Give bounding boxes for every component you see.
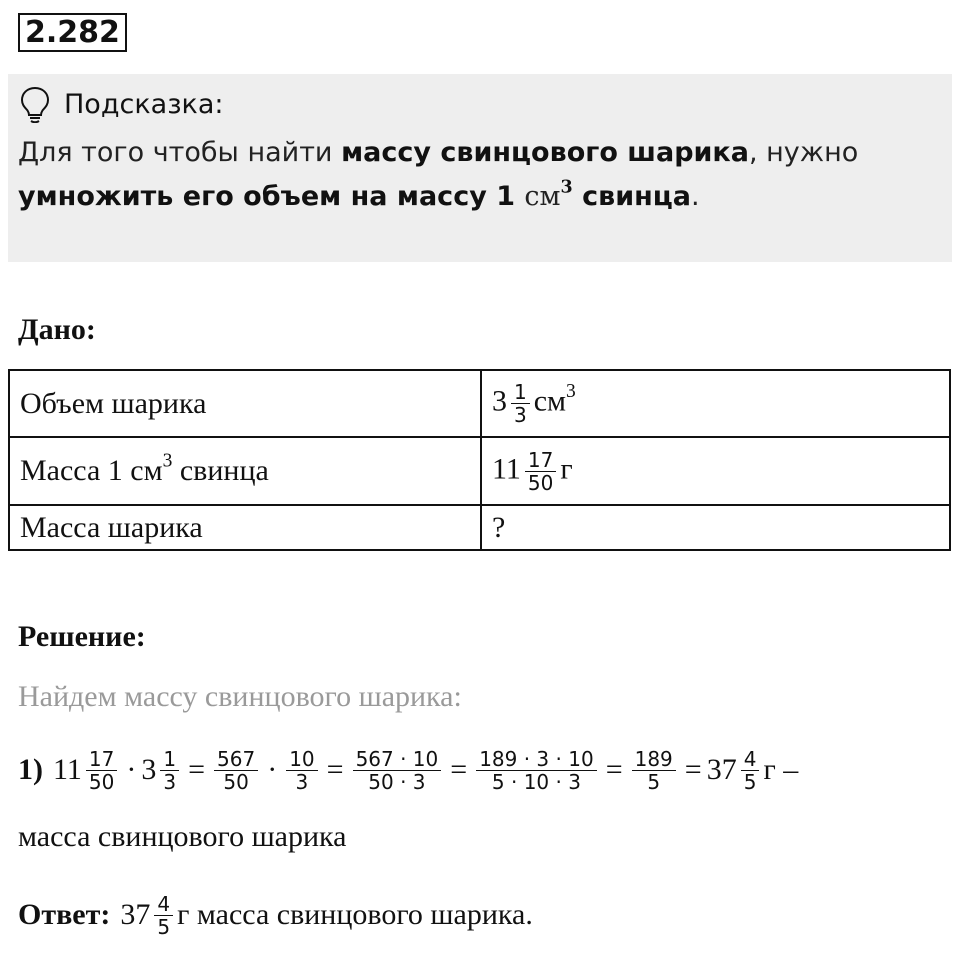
hint-title-text: Подсказка: xyxy=(64,88,224,120)
solution-step-tail: масса свинцового шарика xyxy=(18,820,347,853)
given-value: ? xyxy=(481,505,950,550)
fraction: $\frac{17}{50}$ xyxy=(86,748,117,793)
given-table xyxy=(8,369,951,551)
given-value: 11 $\frac{17}{50}$ г xyxy=(481,437,950,505)
table-row xyxy=(9,370,950,437)
given-value: 3 $\frac{1}{3}$ $см^3$ xyxy=(481,370,950,437)
lightbulb-icon xyxy=(18,85,52,123)
solution-intro: Найдем массу свинцового шарика: xyxy=(18,680,462,713)
problem-number: 2.282 xyxy=(18,13,127,52)
fraction: $\frac{1}{3}$ xyxy=(160,748,179,793)
hint-title xyxy=(18,84,224,124)
fraction: $\frac{189 \cdot 3 \cdot 10}{5 \cdot 10 \cdot 3}$ xyxy=(476,748,597,793)
fraction: $\frac{567}{50}$ xyxy=(214,748,258,793)
given-label: Объем шарика xyxy=(9,370,481,437)
answer: Ответ: 37 $\frac{4}{5}$ г масса свинцового шарика. xyxy=(18,891,533,939)
fraction: $\frac{1}{3}$ xyxy=(511,381,530,426)
fraction: $\frac{189}{5}$ xyxy=(632,748,676,793)
hint-text: Для того чтобы найти массу свинцового шарика, нужно умножить его объем на массу 1 $см^3$ свинца. xyxy=(18,137,859,212)
fraction: $\frac{567 \cdot 10}{50 \cdot 3}$ xyxy=(353,748,442,793)
fraction: $\frac{10}{3}$ xyxy=(286,748,317,793)
fraction: $\frac{4}{5}$ xyxy=(741,748,760,793)
answer-label: Ответ: xyxy=(18,898,111,931)
solution-title: Решение: xyxy=(18,620,146,653)
given-label: Масса 1 $см^3$ свинца xyxy=(9,437,481,505)
fraction: $\frac{4}{5}$ xyxy=(154,893,173,938)
table-row xyxy=(9,505,950,550)
solution-step-1: 1) 11 $\frac{17}{50}$ · 3 $\frac{1}{3}$ = $\frac{567}{50}$ · $\frac{10}{3}$ = $\frac{567 \cdot 10}{50 \cdot 3}$ = $\frac{189 \cdot 3 \cdot 10}{5 \cdot 10 \cdot 3}$ = $\frac{189}{5}$ = 37 $\frac{4}{5}$ г – xyxy=(18,746,799,794)
fraction: $\frac{17}{50}$ xyxy=(525,449,556,494)
table-row xyxy=(9,437,950,505)
given-title: Дано: xyxy=(18,313,96,346)
given-label: Масса шарика xyxy=(9,505,481,550)
